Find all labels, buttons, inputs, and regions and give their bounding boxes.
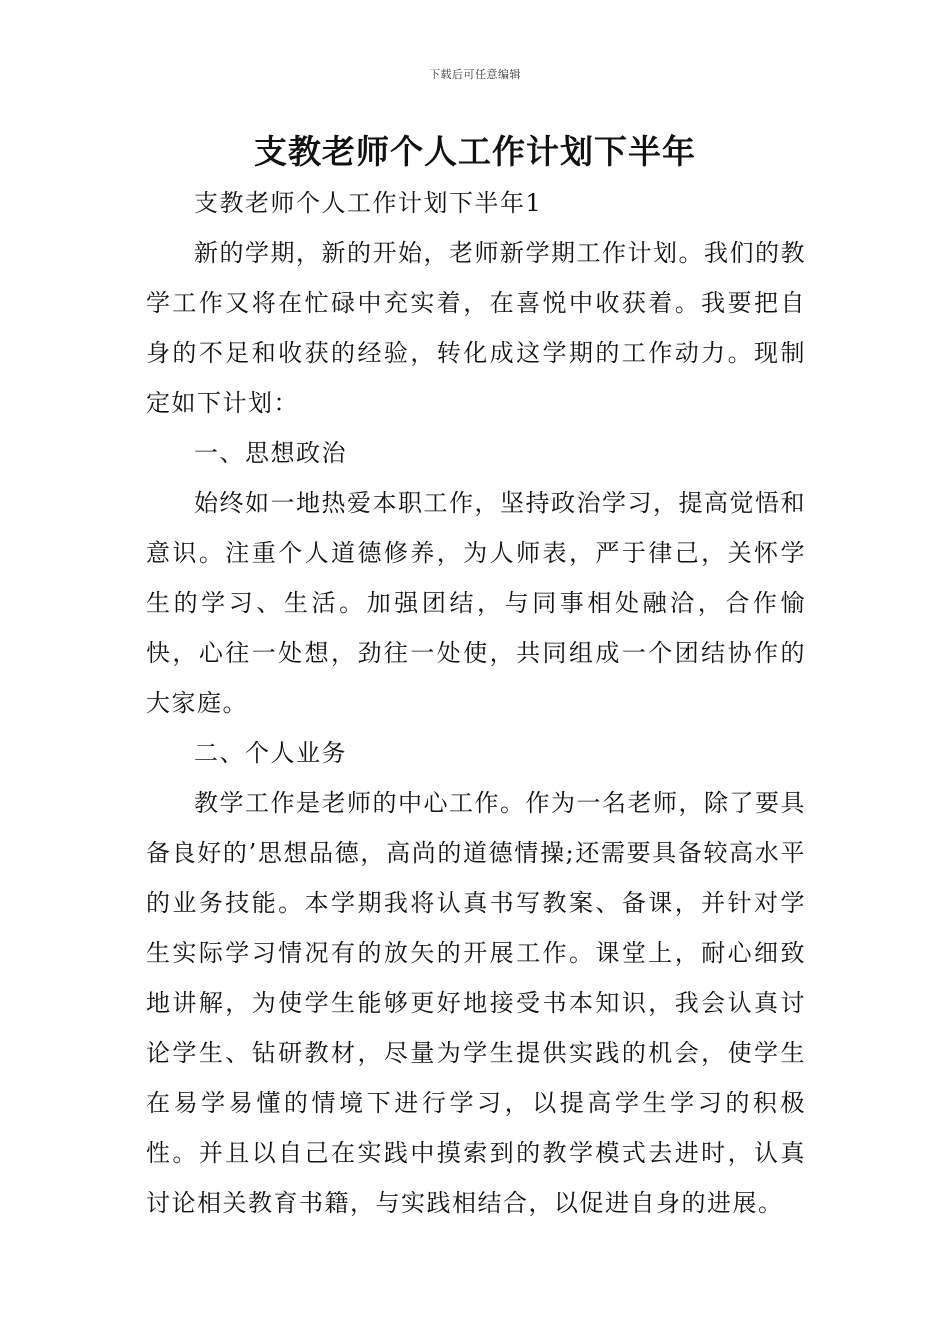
business-paragraph: 教学工作是老师的中心工作。作为一名老师，除了要具备良好的’思想品德，高尚的道德情操;还需要具备较高水平的业务技能。本学期我将认真书写教案、备课，并针对学生实际学习情况有的放矢的开展工作。课堂上，耐心细致地讲解，为使学生能够更好地接受书本知识，我会认真讨论学生、钻研教材，尽量为学生提供实践的机会，使学生在易学易懂的情境下进行学习，以提高学生学习的积极性。并且以自己在实践中摸索到的教学模式去进时，认真讨论相关教育书籍，与实践相结合，以促进自身的进展。 [146, 789, 806, 1217]
subtitle-paragraph: 支教老师个人工作计划下半年1 [194, 189, 543, 217]
header-note: 下载后可任意编辑 [429, 68, 521, 81]
document-title: 支教老师个人工作计划下半年 [254, 132, 696, 171]
document-body [146, 178, 806, 1228]
politics-paragraph: 始终如一地热爱本职工作，坚持政治学习，提高觉悟和意识。注重个人道德修养，为人师表，严于律己，关怀学生的学习、生活。加强团结，与同事相处融洽，合作愉快，心往一处想，劲往一处使，共同组成一个团结协作的大家庭。 [146, 489, 806, 717]
intro-paragraph: 新的学期，新的开始，老师新学期工作计划。我们的教学工作又将在忙碌中充实着，在喜悦中收获着。我要把自身的不足和收获的经验，转化成这学期的工作动力。现制定如下计划： [146, 239, 806, 417]
section-heading-business: 二、个人业务 [194, 739, 347, 767]
section-heading-politics: 一、思想政治 [194, 439, 347, 467]
